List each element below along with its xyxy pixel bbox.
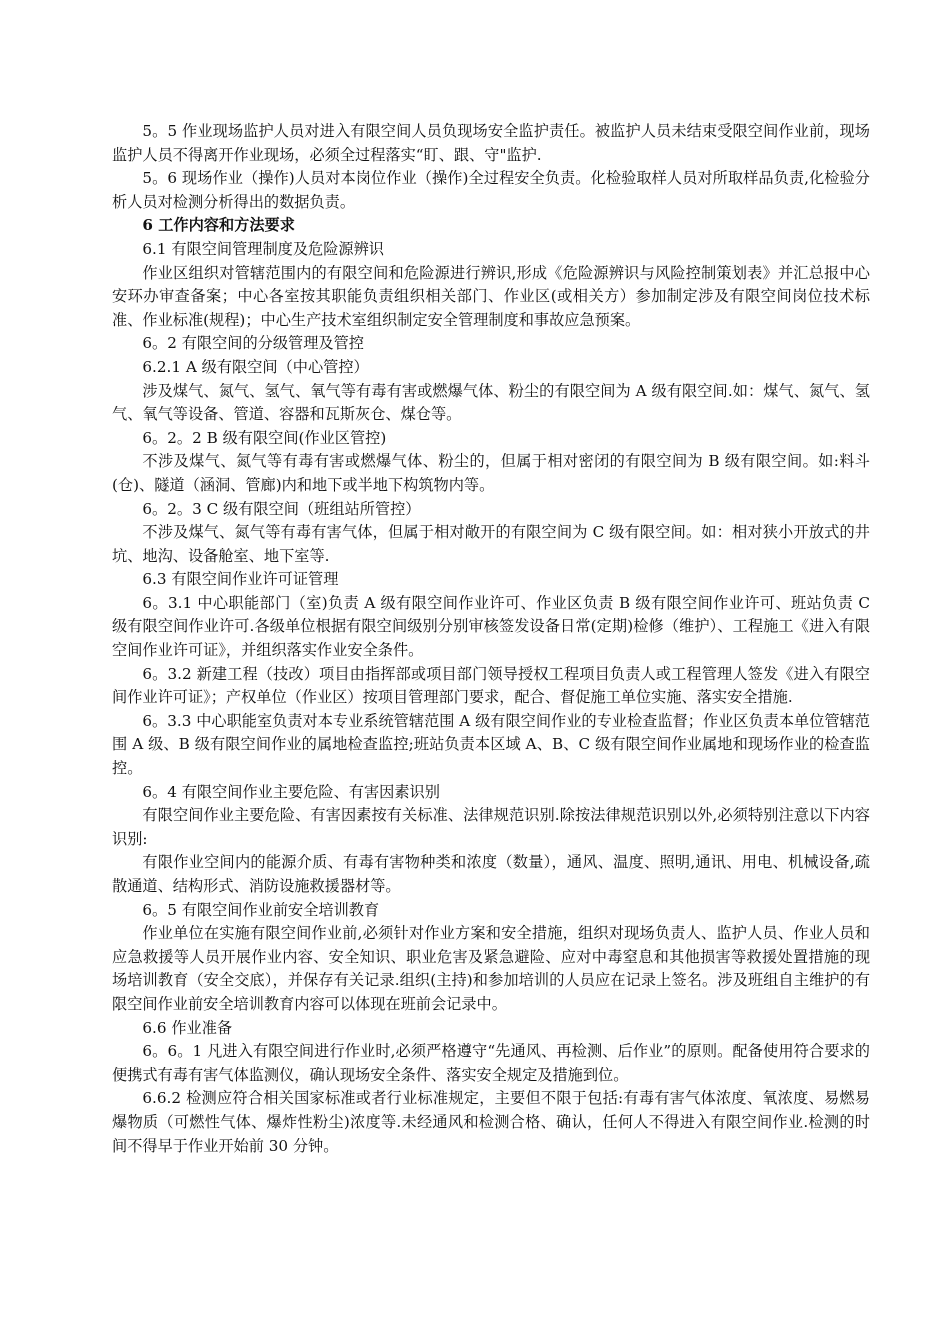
- document-paragraph: 6。3.2 新建工程（技改）项目由指挥部或项目部门领导授权工程项目负责人或工程管理人签发《进入有限空间作业许可证》；产权单位（作业区）按项目管理部门要求，配合、督促施工单位实施、落实安全措施.: [112, 664, 870, 707]
- document-paragraph: 作业区组织对管辖范围内的有限空间和危险源进行辨识,形成《危险源辨识与风险控制策划表》并汇总报中心安环办审查备案；中心各室按其职能负责组织相关部门、作业区(或相关方）参加制定涉及有限空间岗位技术标准、作业标准(规程)；中心生产技术室组织制定安全管理制度和事故应急预案。: [112, 263, 870, 329]
- document-body: [112, 120, 870, 1158]
- document-paragraph: 6。3.3 中心职能室负责对本专业系统管辖范围 A 级有限空间作业的专业检查监督；作业区负责本单位管辖范围 A 级、B 级有限空间作业的属地检查监控;班站负责本区域 A、B、C 级有限空间作业属地和现场作业的检查监控。: [112, 711, 870, 778]
- document-paragraph: 6。2 有限空间的分级管理及管控: [142, 334, 364, 353]
- document-paragraph: 有限空间作业主要危险、有害因素按有关标准、法律规范识别.除按法律规范识别以外,必须特别注意以下内容识别:: [112, 806, 870, 848]
- document-paragraph: 6。3.1 中心职能部门（室)负责 A 级有限空间作业许可、作业区负责 B 级有限空间作业许可、班站负责 C 级有限空间作业许可.各级单位根据有限空间级别分别审核签发设备日常(定期)检修（维护）、工程施工《进入有限空间作业许可证》，并组织落实作业安全条件。: [112, 593, 870, 660]
- document-paragraph: 不涉及煤气、氮气等有毒有害气体，但属于相对敞开的有限空间为 C 级有限空间。如：相对狭小开放式的井坑、地沟、设备舱室、地下室等.: [112, 523, 870, 565]
- section-heading: 6 工作内容和方法要求: [142, 216, 295, 235]
- document-paragraph: 6.3 有限空间作业许可证管理: [142, 570, 339, 589]
- document-paragraph: 6。5 有限空间作业前安全培训教育: [142, 900, 380, 919]
- document-paragraph: 6.6.2 检测应符合相关国家标准或者行业标准规定，主要但不限于包括:有毒有害气体浓度、氧浓度、易燃易爆物质（可燃性气体、爆炸性粉尘)浓度等.未经通风和检测合格、确认，任何人不得进入有限空间作业.检测的时间不得早于作业开始前 30 分钟。: [112, 1089, 870, 1155]
- document-paragraph: 6.2.1 A 级有限空间（中心管控）: [142, 357, 369, 376]
- document-paragraph: 6.6 作业准备: [142, 1018, 233, 1037]
- document-paragraph: 6。6。1 凡进入有限空间进行作业时,必须严格遵守“先通风、再检测、后作业”的原则。配备使用符合要求的便携式有毒有害气体监测仪，确认现场安全条件、落实安全规定及措施到位。: [112, 1042, 870, 1084]
- document-paragraph: 不涉及煤气、氮气等有毒有害或燃爆气体、粉尘的，但属于相对密闭的有限空间为 B 级有限空间。如:料斗(仓)、隧道（涵洞、管廊)内和地下或半地下构筑物内等。: [112, 452, 870, 494]
- document-paragraph: 作业单位在实施有限空间作业前,必须针对作业方案和安全措施，组织对现场负责人、监护人员、作业人员和应急救援等人员开展作业内容、安全知识、职业危害及紧急避险、应对中毒窒息和其他损害等救援处置措施的现场培训教育（安全交底），并保存有关记录.组织(主持)和参加培训的人员应在记录上签名。涉及班组自主维护的有限空间作业前安全培训教育内容可以体现在班前会记录中。: [112, 924, 870, 1013]
- document-paragraph: 6。2。3 C 级有限空间（班组站所管控）: [142, 499, 421, 518]
- document-paragraph: 6。2。2 B 级有限空间(作业区管控): [142, 428, 387, 447]
- document-paragraph: 5。6 现场作业（操作)人员对本岗位作业（操作)全过程安全负责。化检验取样人员对所取样品负责,化检验分析人员对检测分析得出的数据负责。: [112, 169, 870, 211]
- document-paragraph: 5。5 作业现场监护人员对进入有限空间人员负现场安全监护责任。被监护人员未结束受限空间作业前，现场监护人员不得离开作业现场，必须全过程落实“盯、跟、守"监护.: [112, 122, 870, 164]
- document-paragraph: 6。4 有限空间作业主要危险、有害因素识别: [142, 782, 440, 801]
- document-paragraph: 有限作业空间内的能源介质、有毒有害物种类和浓度（数量），通风、温度、照明,通讯、用电、机械设备,疏散通道、结构形式、消防设施救援器材等。: [112, 853, 870, 895]
- document-paragraph: 6.1 有限空间管理制度及危险源辨识: [142, 239, 384, 258]
- document-paragraph: 涉及煤气、氮气、氢气、氧气等有毒有害或燃爆气体、粉尘的有限空间为 A 级有限空间.如：煤气、氮气、氢气、氧气等设备、管道、容器和瓦斯灰仓、煤仓等。: [112, 381, 870, 424]
